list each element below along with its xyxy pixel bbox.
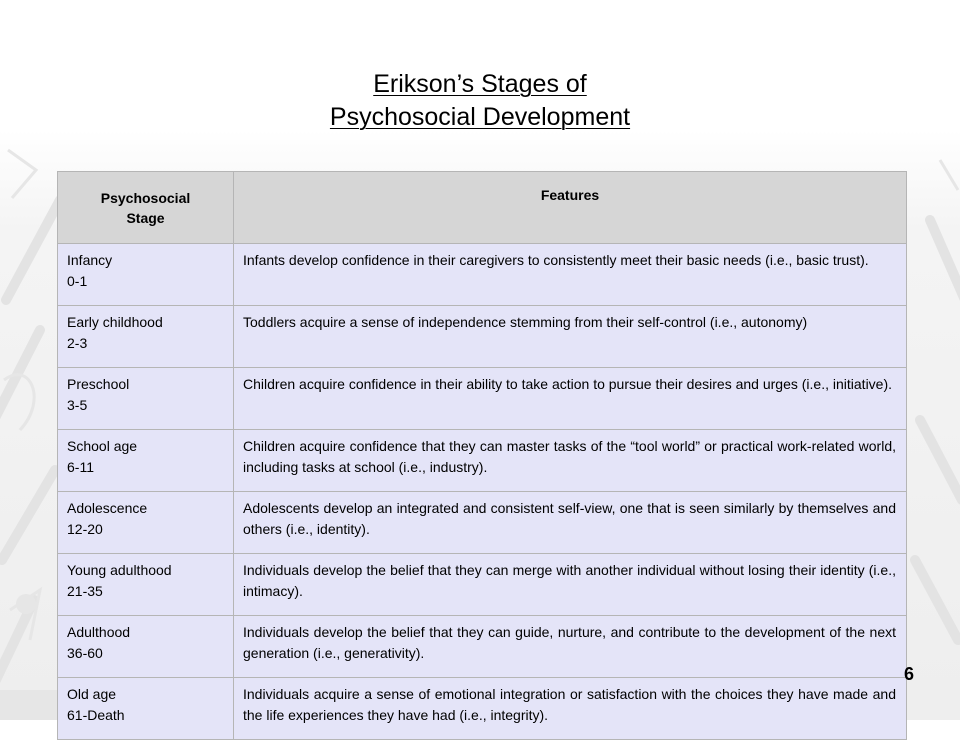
stage-cell [58,616,234,678]
table-header-row [58,172,907,244]
slide-title-line-2: Psychosocial Development [329,103,631,131]
stage-cell [58,554,234,616]
table-row [58,368,907,430]
stage-cell [58,430,234,492]
header-features: Features [234,172,907,244]
stage-age: 21-35 [67,583,103,599]
table-row [58,616,907,678]
stage-name: Adulthood [67,624,131,640]
page-number: 6 [904,664,915,684]
stage-age: 0-1 [67,273,88,289]
stage-name: Adolescence [67,500,148,516]
stage-name: Early childhood [67,314,163,330]
stage-name: School age [67,438,138,454]
table-row [58,430,907,492]
table-row [58,244,907,306]
header-stage-line-1: Psychosocial [100,189,191,206]
header-stage-line-2: Stage [126,209,165,226]
feature-cell: Individuals acquire a sense of emotional integration or satisfaction with the choices they have made and the life experiences they have had (i.e., integrity). [234,678,907,740]
stage-cell [58,368,234,430]
stage-name: Old age [67,686,117,702]
stage-age: 2-3 [67,335,88,351]
feature-cell: Infants develop confidence in their caregivers to consistently meet their basic needs (i.e., basic trust). [234,244,907,306]
stage-cell [58,306,234,368]
stage-name: Young adulthood [67,562,172,578]
feature-cell: Individuals develop the belief that they can merge with another individual without losing their identity (i.e., intimacy). [234,554,907,616]
stage-cell [58,244,234,306]
feature-cell: Toddlers acquire a sense of independence stemming from their self-control (i.e., autonomy) [234,306,907,368]
table-row [58,554,907,616]
slide-title [0,68,960,134]
stage-age: 12-20 [67,521,103,537]
header-psychosocial-stage [58,172,234,244]
feature-cell: Adolescents develop an integrated and consistent self-view, one that is seen similarly by themselves and others (i.e., identity). [234,492,907,554]
stage-age: 61-Death [67,707,125,723]
feature-cell: Children acquire confidence that they can master tasks of the “tool world” or practical work-related world, including tasks at school (i.e., industry). [234,430,907,492]
stage-cell [58,492,234,554]
table-row [58,678,907,740]
feature-cell: Individuals develop the belief that they can guide, nurture, and contribute to the development of the next generation (i.e., generativity). [234,616,907,678]
stage-cell [58,678,234,740]
slide-title-line-1: Erikson’s Stages of [373,70,587,98]
stage-age: 6-11 [67,459,94,475]
feature-cell: Children acquire confidence in their ability to take action to pursue their desires and urges (i.e., initiative). [234,368,907,430]
stage-name: Infancy [67,252,113,268]
stage-age: 3-5 [67,397,88,413]
table-row [58,306,907,368]
stages-table [57,171,907,740]
stage-name: Preschool [67,376,130,392]
stage-age: 36-60 [67,645,103,661]
table-row [58,492,907,554]
